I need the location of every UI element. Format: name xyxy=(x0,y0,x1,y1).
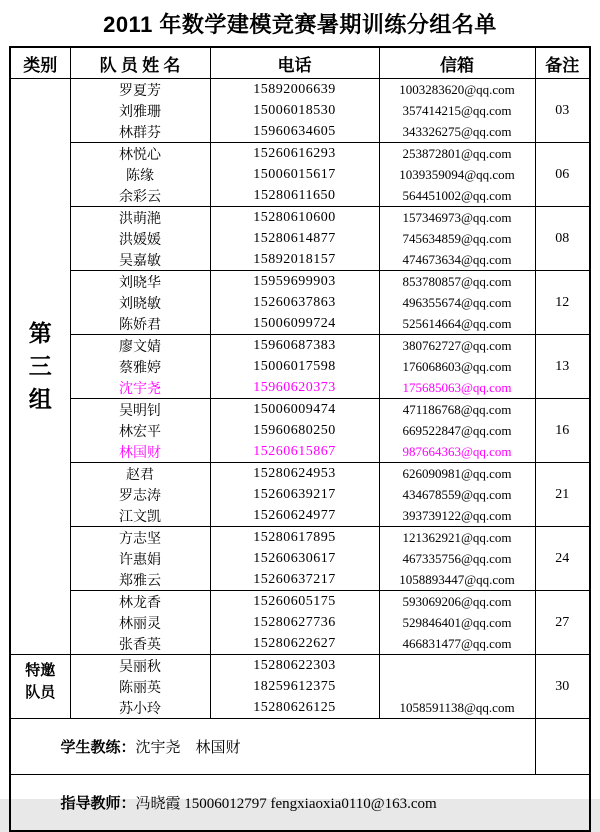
category-line: 队员 xyxy=(25,685,56,701)
header-email: 信箱 xyxy=(379,47,535,79)
member-name: 郑雅云 xyxy=(70,569,210,591)
member-row xyxy=(10,313,590,335)
member-row xyxy=(10,484,590,505)
member-email: 1039359094@qq.com xyxy=(379,164,535,185)
category-cell-invited xyxy=(10,655,70,719)
group-remark: 08 xyxy=(535,207,590,271)
group-remark: 30 xyxy=(535,655,590,719)
member-email: 1003283620@qq.com xyxy=(379,79,535,101)
member-phone: 15959699903 xyxy=(210,271,379,293)
member-row xyxy=(10,249,590,271)
member-email: 564451002@qq.com xyxy=(379,185,535,207)
member-phone: 15280626125 xyxy=(210,697,379,719)
member-row-highlighted xyxy=(10,377,590,399)
member-email: 593069206@qq.com xyxy=(379,591,535,613)
group-remark: 24 xyxy=(535,527,590,591)
member-email: 357414215@qq.com xyxy=(379,100,535,121)
member-phone: 15960687383 xyxy=(210,335,379,357)
member-email: 176068603@qq.com xyxy=(379,356,535,377)
member-row xyxy=(10,164,590,185)
member-phone: 15960680250 xyxy=(210,420,379,441)
header-name: 队 员 姓 名 xyxy=(70,47,210,79)
member-row xyxy=(10,655,590,677)
member-phone: 15260615867 xyxy=(210,441,379,463)
teacher-label: 指导教师： xyxy=(60,796,136,812)
category-cell-group3 xyxy=(10,79,70,655)
group-remark: 27 xyxy=(535,591,590,655)
header-phone: 电话 xyxy=(210,47,379,79)
member-name: 林龙香 xyxy=(70,591,210,613)
member-row xyxy=(10,527,590,549)
group-remark: 13 xyxy=(535,335,590,399)
member-email: 157346973@qq.com xyxy=(379,207,535,229)
empty-remark-cell xyxy=(535,719,590,775)
member-phone: 15260630617 xyxy=(210,548,379,569)
member-email: 253872801@qq.com xyxy=(379,143,535,165)
member-row-highlighted xyxy=(10,441,590,463)
member-email: 175685063@qq.com xyxy=(379,377,535,399)
member-phone: 15006018530 xyxy=(210,100,379,121)
member-name: 廖文婧 xyxy=(70,335,210,357)
member-phone: 15280627736 xyxy=(210,612,379,633)
member-row xyxy=(10,185,590,207)
category-char: 三 xyxy=(28,354,52,379)
member-name: 罗志涛 xyxy=(70,484,210,505)
member-row xyxy=(10,292,590,313)
member-phone: 15260624977 xyxy=(210,505,379,527)
teacher-cell xyxy=(10,775,590,832)
member-phone: 15280617895 xyxy=(210,527,379,549)
member-phone: 15006017598 xyxy=(210,356,379,377)
member-name: 林悦心 xyxy=(70,143,210,165)
student-coach-cell xyxy=(10,719,535,775)
member-row xyxy=(10,697,590,719)
member-phone: 15280614877 xyxy=(210,228,379,249)
member-email: 467335756@qq.com xyxy=(379,548,535,569)
member-phone: 15260637217 xyxy=(210,569,379,591)
member-email: 669522847@qq.com xyxy=(379,420,535,441)
group-remark: 12 xyxy=(535,271,590,335)
member-row xyxy=(10,505,590,527)
member-phone: 15006009474 xyxy=(210,399,379,421)
member-name: 陈丽英 xyxy=(70,676,210,697)
member-phone: 15892006639 xyxy=(210,79,379,101)
member-name: 刘晓敏 xyxy=(70,292,210,313)
member-email: 393739122@qq.com xyxy=(379,505,535,527)
member-name: 洪媛媛 xyxy=(70,228,210,249)
member-phone: 15260639217 xyxy=(210,484,379,505)
member-email xyxy=(379,655,535,677)
member-row xyxy=(10,633,590,655)
member-name: 赵君 xyxy=(70,463,210,485)
category-char: 组 xyxy=(28,387,52,412)
student-coach-label: 学生教练： xyxy=(60,740,136,756)
member-email: 987664363@qq.com xyxy=(379,441,535,463)
member-name: 陈缘 xyxy=(70,164,210,185)
member-email: 529846401@qq.com xyxy=(379,612,535,633)
member-row xyxy=(10,399,590,421)
member-email: 121362921@qq.com xyxy=(379,527,535,549)
group-remark: 03 xyxy=(535,79,590,143)
page-title: 2011 年数学建模竞赛暑期训练分组名单 xyxy=(103,12,497,37)
member-name: 林丽灵 xyxy=(70,612,210,633)
member-row xyxy=(10,420,590,441)
member-row xyxy=(10,591,590,613)
member-name: 罗夏芳 xyxy=(70,79,210,101)
member-name: 吴嘉敏 xyxy=(70,249,210,271)
member-name: 沈宇尧 xyxy=(70,377,210,399)
roster-table xyxy=(9,46,591,832)
member-row xyxy=(10,271,590,293)
member-phone: 15280622303 xyxy=(210,655,379,677)
group-remark: 21 xyxy=(535,463,590,527)
member-row xyxy=(10,612,590,633)
member-email: 1058893447@qq.com xyxy=(379,569,535,591)
member-row xyxy=(10,121,590,143)
member-email: 496355674@qq.com xyxy=(379,292,535,313)
member-email: 745634859@qq.com xyxy=(379,228,535,249)
member-row xyxy=(10,335,590,357)
member-phone: 15260605175 xyxy=(210,591,379,613)
category-line: 特邀 xyxy=(25,663,56,679)
member-phone: 15892018157 xyxy=(210,249,379,271)
member-email: 626090981@qq.com xyxy=(379,463,535,485)
member-row xyxy=(10,207,590,229)
member-name: 刘雅珊 xyxy=(70,100,210,121)
group-remark: 16 xyxy=(535,399,590,463)
member-name: 江文凯 xyxy=(70,505,210,527)
member-email: 343326275@qq.com xyxy=(379,121,535,143)
header-remark: 备注 xyxy=(535,47,590,79)
member-phone: 15280622627 xyxy=(210,633,379,655)
member-email: 471186768@qq.com xyxy=(379,399,535,421)
member-phone: 15960634605 xyxy=(210,121,379,143)
member-email: 466831477@qq.com xyxy=(379,633,535,655)
member-row xyxy=(10,548,590,569)
header-category: 类别 xyxy=(10,47,70,79)
group-remark: 06 xyxy=(535,143,590,207)
member-name: 陈娇君 xyxy=(70,313,210,335)
member-email: 380762727@qq.com xyxy=(379,335,535,357)
member-row xyxy=(10,100,590,121)
member-email: 853780857@qq.com xyxy=(379,271,535,293)
member-name: 林宏平 xyxy=(70,420,210,441)
student-coach-row xyxy=(10,719,590,775)
member-name: 许惠娟 xyxy=(70,548,210,569)
member-email: 434678559@qq.com xyxy=(379,484,535,505)
member-phone: 15006099724 xyxy=(210,313,379,335)
member-phone: 15280611650 xyxy=(210,185,379,207)
teacher-info: 冯晓霞 15006012797 fengxiaoxia0110@163.com xyxy=(135,796,437,812)
member-name: 刘晓华 xyxy=(70,271,210,293)
student-coach-names: 沈宇尧 林国财 xyxy=(135,740,241,756)
member-email: 525614664@qq.com xyxy=(379,313,535,335)
member-row xyxy=(10,463,590,485)
member-name: 林群芬 xyxy=(70,121,210,143)
member-name: 方志坚 xyxy=(70,527,210,549)
member-name: 张香英 xyxy=(70,633,210,655)
member-name: 洪萌滟 xyxy=(70,207,210,229)
member-name: 余彩云 xyxy=(70,185,210,207)
member-phone: 15280610600 xyxy=(210,207,379,229)
member-phone: 18259612375 xyxy=(210,676,379,697)
member-name: 吴明钊 xyxy=(70,399,210,421)
member-row xyxy=(10,79,590,101)
member-row xyxy=(10,569,590,591)
teacher-row xyxy=(10,775,590,832)
member-phone: 15006015617 xyxy=(210,164,379,185)
category-char: 第 xyxy=(28,321,52,346)
member-phone: 15280624953 xyxy=(210,463,379,485)
member-email: 1058591138@qq.com xyxy=(379,697,535,719)
member-name: 苏小玲 xyxy=(70,697,210,719)
member-phone: 15260616293 xyxy=(210,143,379,165)
member-row xyxy=(10,228,590,249)
member-row xyxy=(10,143,590,165)
header-row xyxy=(10,47,590,79)
member-name: 林国财 xyxy=(70,441,210,463)
member-phone: 15960620373 xyxy=(210,377,379,399)
member-email: 474673634@qq.com xyxy=(379,249,535,271)
member-email xyxy=(379,676,535,697)
member-row xyxy=(10,356,590,377)
member-name: 蔡雅婷 xyxy=(70,356,210,377)
member-row xyxy=(10,676,590,697)
member-name: 吴丽秋 xyxy=(70,655,210,677)
member-phone: 15260637863 xyxy=(210,292,379,313)
